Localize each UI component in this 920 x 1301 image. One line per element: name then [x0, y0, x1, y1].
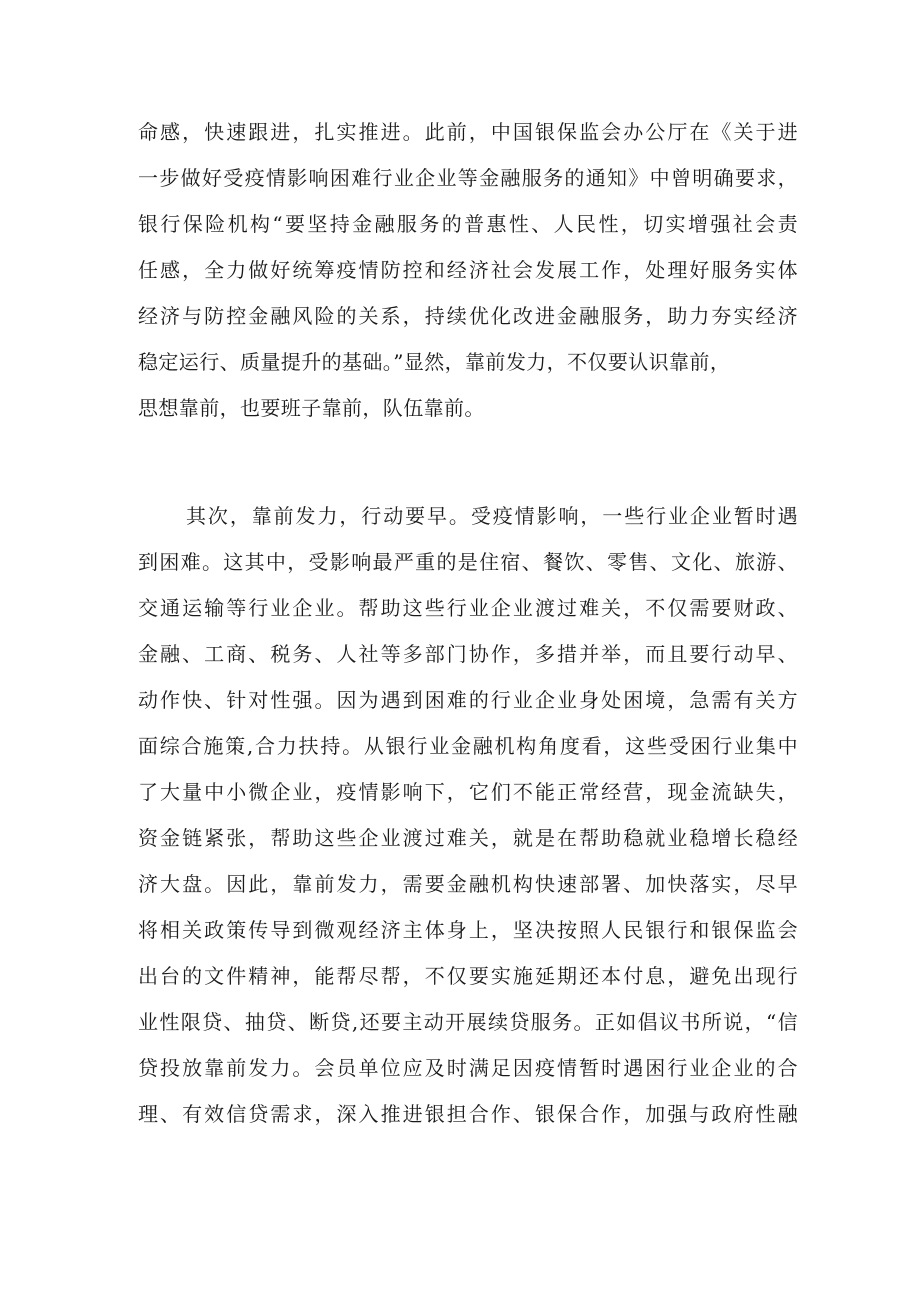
paragraph-line: 一步做好受疫情影响困难行业企业等金融服务的通知》中曾明确要求，	[138, 166, 798, 190]
paragraph-line: 银行保险机构“要坚持金融服务的普惠性、人民性，切实增强社会责	[138, 212, 798, 236]
paragraph-line: 命感，快速跟进，扎实推进。此前，中国银保监会办公厅在《关于进	[138, 120, 798, 144]
paragraph-line: 金融、工商、税务、人社等多部门协作，多措并举，而且要行动早、	[138, 642, 798, 666]
paragraph-line: 动作快、针对性强。因为遇到困难的行业企业身处困境，急需有关方	[138, 688, 798, 712]
paragraph-line: 思想靠前，也要班子靠前，队伍靠前。	[138, 396, 485, 420]
paragraph-line: 稳定运行、质量提升的基础。”显然，靠前发力，不仅要认识靠前，	[138, 350, 731, 374]
paragraph-line: 经济与防控金融风险的关系，持续优化改进金融服务，助力夯实经济	[138, 304, 798, 328]
paragraph-line: 济大盘。因此，靠前发力，需要金融机构快速部署、加快落实，尽早	[138, 872, 798, 896]
paragraph-line: 理、有效信贷需求，深入推进银担合作、银保合作，加强与政府性融	[138, 1102, 798, 1126]
paragraph-line: 业性限贷、抽贷、断贷,还要主动开展续贷服务。正如倡议书所说，“信	[138, 1010, 798, 1034]
paragraph-line: 任感，全力做好统筹疫情防控和经济社会发展工作，处理好服务实体	[138, 258, 798, 282]
paragraph-line: 到困难。这其中，受影响最严重的是住宿、餐饮、零售、文化、旅游、	[138, 550, 798, 574]
paragraph-line: 其次，靠前发力，行动要早。受疫情影响，一些行业企业暂时遇	[186, 504, 798, 528]
paragraph-line: 交通运输等行业企业。帮助这些行业企业渡过难关，不仅需要财政、	[138, 596, 798, 620]
paragraph-line: 贷投放靠前发力。会员单位应及时满足因疫情暂时遇困行业企业的合	[138, 1056, 798, 1080]
paragraph-line: 了大量中小微企业，疫情影响下，它们不能正常经营，现金流缺失，	[138, 780, 798, 804]
paragraph-line: 将相关政策传导到微观经济主体身上，坚决按照人民银行和银保监会	[138, 918, 798, 942]
paragraph-line: 资金链紧张，帮助这些企业渡过难关，就是在帮助稳就业稳增长稳经	[138, 826, 798, 850]
paragraph-line: 面综合施策,合力扶持。从银行业金融机构角度看，这些受困行业集中	[138, 734, 798, 758]
paragraph-line: 出台的文件精神，能帮尽帮，不仅要实施延期还本付息，避免出现行	[138, 964, 798, 988]
